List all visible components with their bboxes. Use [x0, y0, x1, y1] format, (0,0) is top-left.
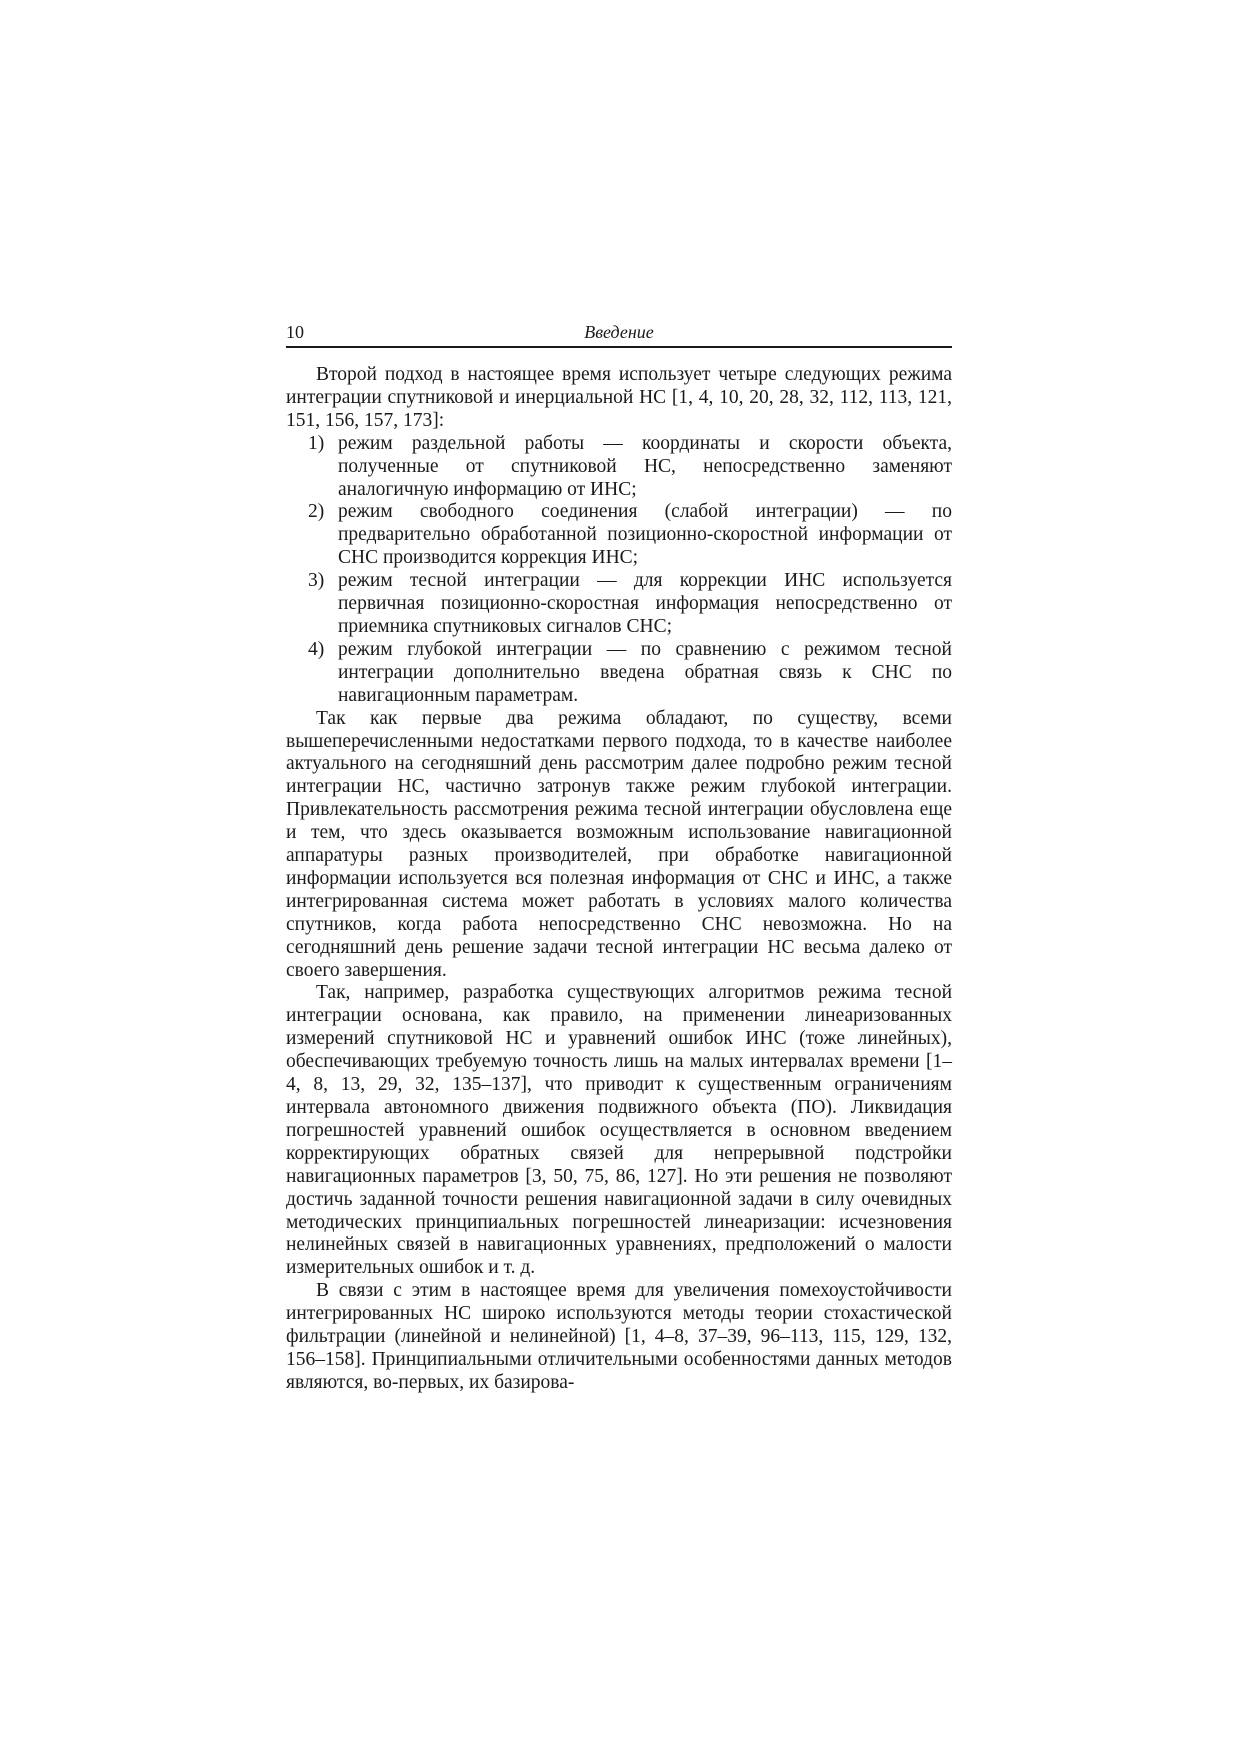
body-paragraph: В связи с этим в настоящее время для увеличения помехоустойчивости интегрированных НС широко используются методы теории стохастической фильтрации (линейной и нелинейной) [1, 4–8, 37–39, 96–113, 115, 129, 132, 156–158]. Принципиальными отличительными особенностями данных методов являются, во-первых, их базирова- [286, 1280, 952, 1393]
running-header [286, 318, 952, 348]
list-item-text: режим свободного соединения (слабой интеграции) — по предварительно обработанной позиционно-скоростной информации от СНС производится коррекция ИНС; [338, 501, 952, 569]
list-item-text: режим тесной интеграции — для коррекции ИНС используется первичная позиционно-скоростная информация непосредственно от приемника спутниковых сигналов СНС; [338, 570, 952, 637]
list-item [286, 433, 952, 502]
integration-modes-list [286, 433, 952, 708]
list-marker: 2) [308, 501, 325, 523]
list-marker: 1) [308, 432, 325, 454]
list-item [286, 639, 952, 708]
page-body [286, 364, 952, 1395]
page-number: 10 [286, 322, 304, 342]
list-item [286, 501, 952, 570]
list-item-text: режим глубокой интеграции — по сравнению с режимом тесной интеграции дополнительно введена обратная связь к СНС по навигационным параметрам. [338, 638, 952, 706]
body-paragraph: Так, например, разработка существующих алгоритмов режима тесной интеграции основана, как правило, на применении линеаризованных измерений спутниковой НС и уравнений ошибок ИНС (тоже линейных), обеспечивающих требуемую точность лишь на малых интервалах времени [1–4, 8, 13, 29, 32, 135–137], что приводит к существенным ограничениям интервала автономного движения подвижного объекта (ПО). Ликвидация погрешностей уравнений ошибок осуществляется в основном введением корректирующих обратных связей для непрерывной подстройки навигационных параметров [3, 50, 75, 86, 127]. Но эти решения не позволяют достичь заданной точности решения навигационной задачи в силу очевидных методических принципиальных погрешностей линеаризации: исчезновения нелинейных связей в навигационных уравнениях, предположений о малости измерительных ошибок и т. д. [286, 982, 952, 1279]
body-paragraph: Так как первые два режима обладают, по существу, всеми вышеперечисленными недостатками первого подхода, то в качестве наиболее актуального на сегодняшний день рассмотрим далее подробно режим тесной интеграции НС, частично затронув также режим глубокой интеграции. Привлекательность рассмотрения режима тесной интеграции обусловлена еще и тем, что здесь оказывается возможным использование навигационной аппаратуры разных производителей, при обработке навигационной информации используется вся полезная информация от СНС и ИНС, а также интегрированная система может работать в условиях малого количества спутников, когда работа непосредственно СНС невозможна. Но на сегодняшний день решение задачи тесной интеграции НС весьма далеко от своего завершения. [286, 707, 952, 981]
list-item-text: режим раздельной работы — координаты и скорости объекта, полученные от спутниковой НС, непосредственно заменяют аналогичную информацию от ИНС; [338, 432, 952, 500]
running-title: Введение [584, 322, 654, 342]
list-item [286, 570, 952, 639]
book-page [286, 318, 952, 1395]
list-marker: 3) [308, 570, 325, 592]
intro-paragraph: Второй подход в настоящее время использует четыре следующих режима интеграции спутниковой и инерциальной НС [1, 4, 10, 20, 28, 32, 112, 113, 121, 151, 156, 157, 173]: [286, 364, 952, 431]
list-marker: 4) [308, 638, 325, 660]
